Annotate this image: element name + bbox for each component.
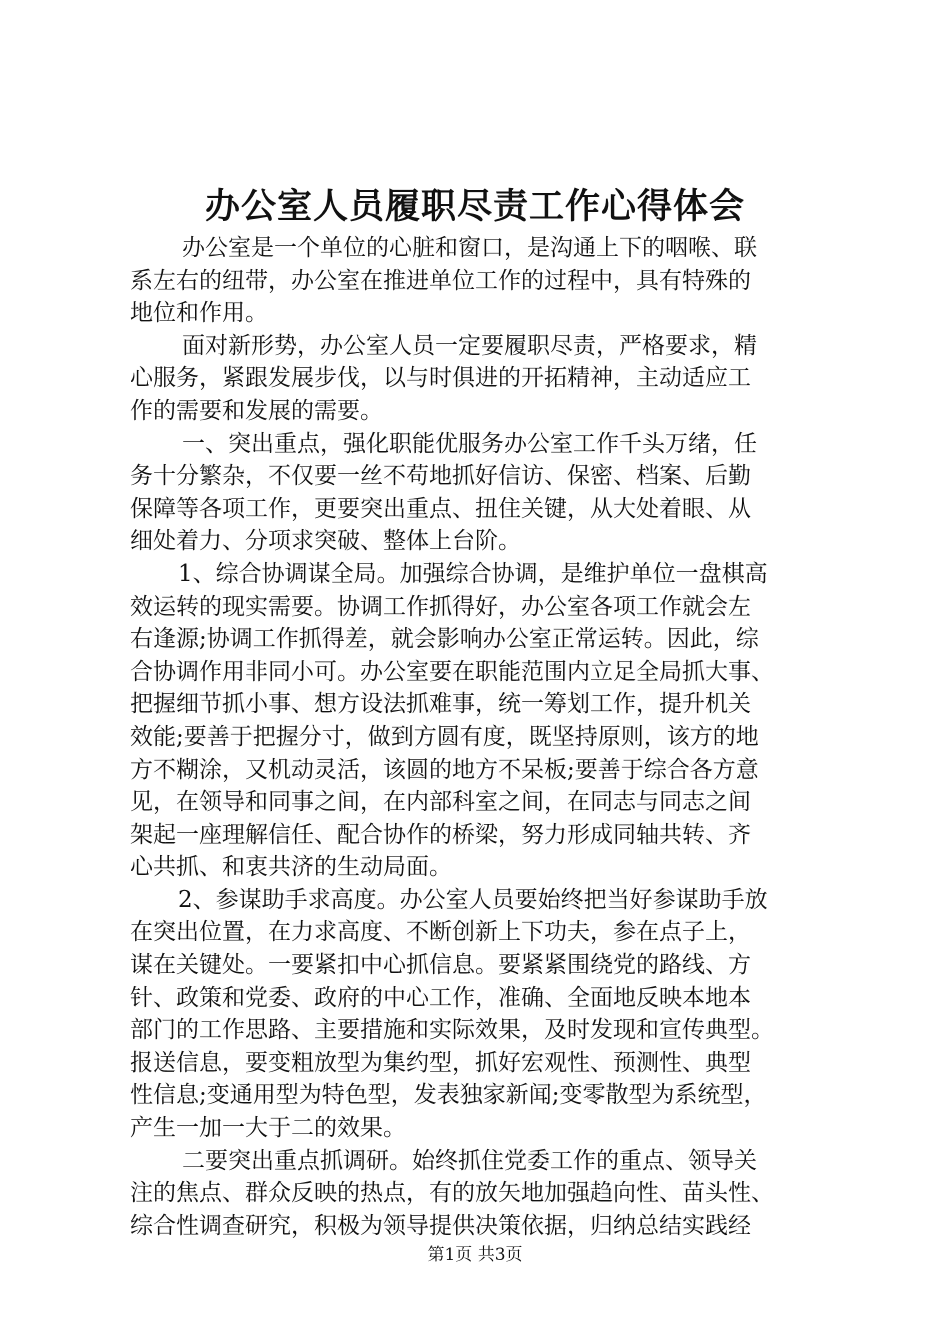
text-line: 保障等各项工作，更要突出重点、扭住关键，从大处着眼、从 [130, 495, 751, 522]
text-line: 面对新形势，办公室人员一定要履职尽责，严格要求，精 [182, 332, 757, 359]
document-title: 办公室人员履职尽责工作心得体会 [204, 186, 745, 227]
text-line: 谋在关键处。一要紧扣中心抓信息。要紧紧围绕党的路线、方 [130, 952, 751, 979]
text-line: 作的需要和发展的需要。 [130, 397, 383, 424]
text-line: 注的焦点、群众反映的热点，有的放矢地加强趋向性、苗头性、 [130, 1180, 774, 1207]
text-line: 合协调作用非同小可。办公室要在职能范围内立足全局抓大事、 [130, 658, 774, 685]
text-line: 报送信息，要变粗放型为集约型，抓好宏观性、预测性、典型 [130, 1049, 751, 1076]
text-line: 系左右的纽带，办公室在推进单位工作的过程中，具有特殊的 [130, 267, 751, 294]
text-line: 效能;要善于把握分寸，做到方圆有度，既坚持原则，该方的地 [130, 723, 759, 750]
text-line: 性信息;变通用型为特色型，发表独家新闻;变零散型为系统型， [130, 1082, 767, 1109]
text-line: 把握细节抓小事、想方设法抓难事，统一筹划工作，提升机关 [130, 691, 751, 718]
text-line: 心共抓、和衷共济的生动局面。 [130, 854, 452, 881]
text-line: 一、突出重点，强化职能优服务办公室工作千头万绪，任 [182, 430, 757, 457]
page-footer: 第1页 共3页 [427, 1245, 523, 1265]
text-line: 1、综合协调谋全局。加强综合协调，是维护单位一盘棋高 [178, 560, 768, 587]
text-line: 架起一座理解信任、配合协作的桥梁，努力形成同轴共转、齐 [130, 821, 751, 848]
text-line: 心服务，紧跟发展步伐，以与时俱进的开拓精神，主动适应工 [130, 365, 751, 392]
text-line: 地位和作用。 [130, 300, 268, 327]
text-line: 方不糊涂，又机动灵活，该圆的地方不呆板;要善于综合各方意 [130, 756, 759, 783]
text-line: 效运转的现实需要。协调工作抓得好，办公室各项工作就会左 [130, 593, 751, 620]
text-line: 产生一加一大于二的效果。 [130, 1115, 406, 1142]
text-line: 部门的工作思路、主要措施和实际效果，及时发现和宣传典型。 [130, 1017, 774, 1044]
text-line: 务十分繁杂，不仅要一丝不苟地抓好信访、保密、档案、后勤 [130, 463, 751, 490]
text-line: 综合性调查研究，积极为领导提供决策依据，归纳总结实践经 [130, 1212, 751, 1239]
text-line: 右逢源;协调工作抓得差，就会影响办公室正常运转。因此，综 [130, 626, 759, 653]
text-line: 二要突出重点抓调研。始终抓住党委工作的重点、领导关 [182, 1147, 757, 1174]
text-line: 办公室是一个单位的心脏和窗口，是沟通上下的咽喉、联 [182, 235, 757, 261]
document-body [130, 232, 830, 1242]
text-line: 在突出位置，在力求高度、不断创新上下功夫，参在点子上， [130, 919, 751, 946]
text-line: 2、参谋助手求高度。办公室人员要始终把当好参谋助手放 [178, 886, 768, 913]
text-line: 针、政策和党委、政府的中心工作，准确、全面地反映本地本 [130, 984, 751, 1011]
text-line: 细处着力、分项求突破、整体上台阶。 [130, 528, 521, 555]
text-line: 见，在领导和同事之间，在内部科室之间，在同志与同志之间 [130, 789, 751, 816]
